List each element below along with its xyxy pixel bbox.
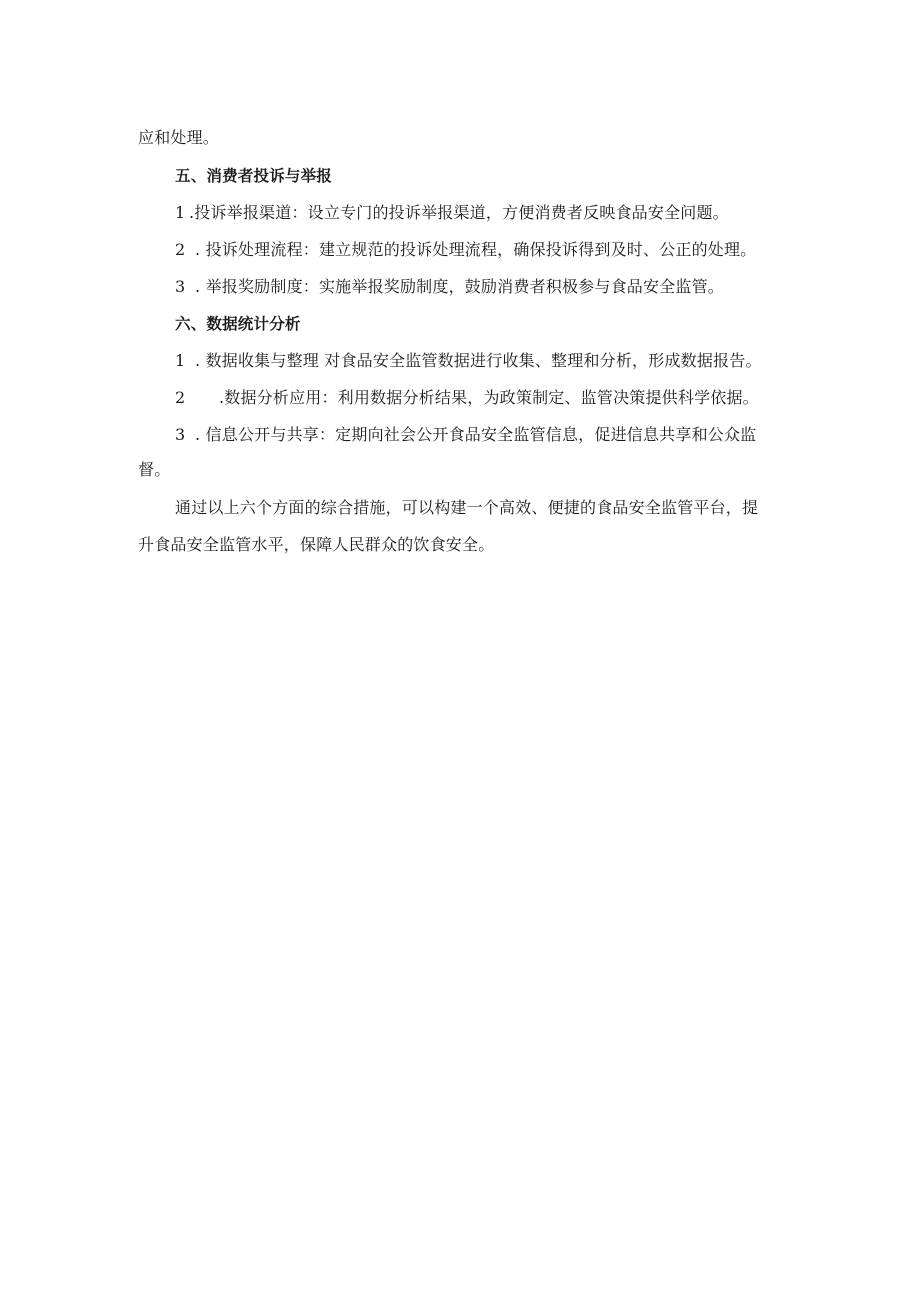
item-text: .数据分析应用：利用数据分析结果，为政策制定、监管决策提供科学依据。: [219, 388, 759, 407]
continuation-text: 应和处理。: [138, 128, 220, 147]
item-number: 2: [175, 388, 186, 407]
item-text: . 信息公开与共享：定期向社会公开食品安全监管信息，促进信息共享和公众监: [195, 425, 757, 444]
item-text: . 数据收集与整理 对食品安全监管数据进行收集、整理和分析，形成数据报告。: [195, 351, 762, 370]
list-item: [175, 240, 756, 260]
list-item-continuation: 督。: [138, 460, 171, 479]
item-number: 2: [175, 240, 186, 259]
list-item: [175, 277, 724, 297]
conclusion-line-1: 通过以上六个方面的综合措施，可以构建一个高效、便捷的食品安全监管平台，提: [175, 498, 759, 517]
item-text: . 举报奖励制度：实施举报奖励制度，鼓励消费者积极参与食品安全监管。: [195, 277, 724, 296]
section-heading-complaints: 五、消费者投诉与举报: [175, 167, 333, 185]
conclusion-line-2: 升食品安全监管水平，保障人民群众的饮食安全。: [138, 535, 495, 554]
item-text: . 投诉处理流程：建立规范的投诉处理流程，确保投诉得到及时、公正的处理。: [195, 240, 757, 259]
list-item: [175, 388, 759, 408]
item-number: 1: [175, 203, 186, 222]
list-item: [175, 425, 756, 445]
item-number: 1: [175, 351, 186, 370]
item-number: 3: [175, 425, 186, 444]
list-item: [175, 351, 762, 371]
section-heading-data-analysis: 六、数据统计分析: [175, 315, 301, 333]
item-number: 3: [175, 277, 186, 296]
list-item: [175, 203, 729, 223]
item-text: .投诉举报渠道：设立专门的投诉举报渠道，方便消费者反映食品安全问题。: [189, 203, 729, 222]
